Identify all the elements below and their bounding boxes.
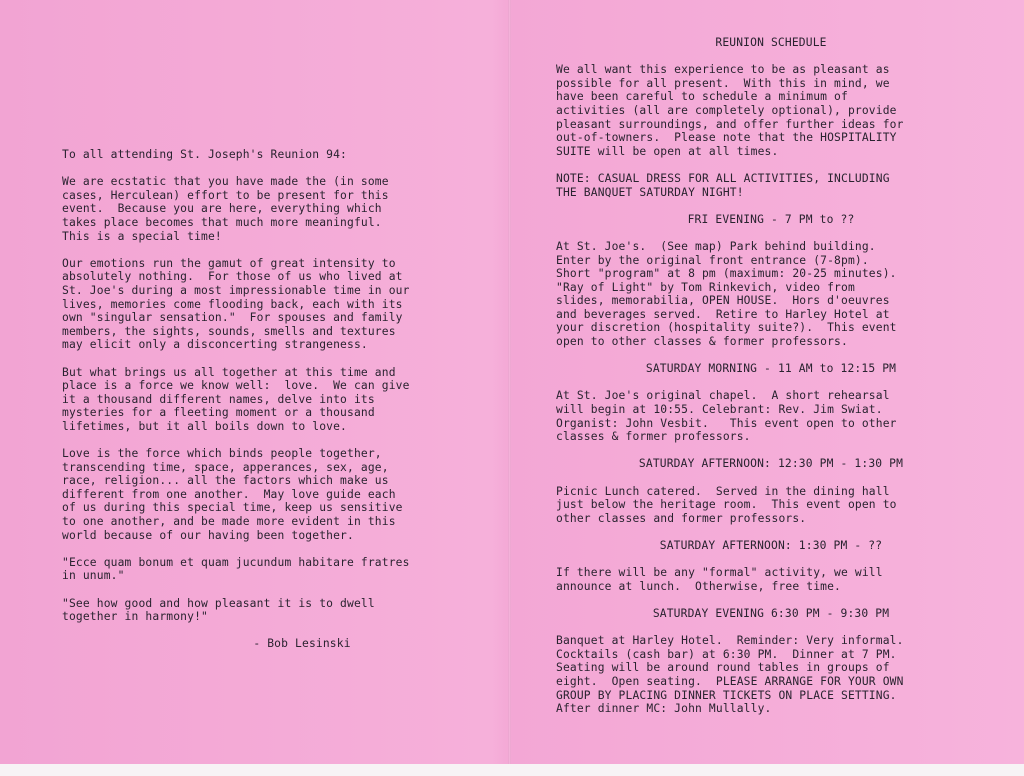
event-body: Banquet at Harley Hotel. Reminder: Very informal. Cocktails (cash bar) at 6:30 PM. Dinner at 7 PM. Seating will be around round tables in groups of eight. Open seating. PLEASE ARRANGE FOR YOUR OWN GROUP BY PLACING DINNER TICKETS ON PLACE SETTING. After dinner MC: John Mullally.: [556, 634, 904, 716]
letter-paragraph-3: But what brings us all together at this time and place is a force we know well: love. We can give it a thousand different names, delve into its mysteries for a fleeting moment or a thousand lifetimes, but it all boils down to love.: [62, 365, 410, 433]
event-heading: SATURDAY MORNING - 11 AM to 12:15 PM: [645, 362, 897, 376]
event-body: If there will be any "formal" activity, we will announce at lunch. Otherwise, free time.: [556, 566, 883, 593]
event-heading: SATURDAY AFTERNOON: 12:30 PM - 1:30 PM: [638, 457, 904, 471]
letter-paragraph-1: We are ecstatic that you have made the (in some cases, Herculean) effort to be present for this event. Because you are here, everything which takes place becomes that much more meaningful. This is a special time!: [62, 175, 389, 243]
letter-paragraph-4: Love is the force which binds people together, transcending time, space, apperances, sex, age, race, religion... all the factors which make us different from one another. May love guide each of us during this special time, keep us sensitive to one another, and be made more evident in this world because of our having been together.: [62, 447, 403, 542]
english-quote: "See how good and how pleasant it is to dwell together in harmony!": [62, 596, 375, 624]
signature: - Bob Lesinski: [253, 637, 351, 651]
event-body: At St. Joe's original chapel. A short rehearsal will begin at 10:55. Celebrant: Rev. Jim Swiat. Organist: John Vesbit. This event open to other classes & former professors.: [556, 389, 897, 444]
schedule-intro: We all want this experience to be as pleasant as possible for all present. With this in mind, we have been careful to schedule a minimum of activities (all are completely optional), provide pleasant surroundings, and offer further ideas for out-of-towners. Please note that the HOSPITALITY SUITE will be open at all times.: [556, 63, 904, 158]
reunion-schedule: [556, 36, 986, 729]
dress-note: NOTE: CASUAL DRESS FOR ALL ACTIVITIES, INCLUDING THE BANQUET SATURDAY NIGHT!: [556, 171, 890, 199]
latin-quote: "Ecce quam bonum et quam jucundum habitare fratres in unum.": [62, 555, 410, 583]
center-fold: [508, 0, 511, 776]
event-heading: SATURDAY AFTERNOON: 1:30 PM - ??: [659, 538, 883, 552]
event-heading: SATURDAY EVENING 6:30 PM - 9:30 PM: [652, 606, 890, 620]
schedule-title: REUNION SCHEDULE: [715, 36, 827, 49]
event-body: At St. Joe's. (See map) Park behind building. Enter by the original front entrance (7-8pm). Short "program" at 8 pm (maximum: 20-25 minutes). "Ray of Light" by Tom Rinkevich, video from slides, memorabilia, OPEN HOUSE. Hors d'oeuvres and beverages served. Retire to Harley Hotel at your discretion (hospitality suite?). This event open to other classes & former professors.: [556, 239, 897, 349]
event-body: Picnic Lunch catered. Served in the dining hall just below the heritage room. This event open to other classes and former professors.: [556, 484, 897, 525]
event-heading: FRI EVENING - 7 PM to ??: [687, 212, 855, 226]
welcome-letter: [62, 148, 482, 665]
letter-paragraph-2: Our emotions run the gamut of great intensity to absolutely nothing. For those of us who lived at St. Joe's during a most impressionable time in our lives, memories come flooding back, each with its own "singular sensation." For spouses and family members, the sights, sounds, smells and textures may elicit only a disconcerting strangeness.: [62, 256, 410, 352]
scan-edge: [0, 764, 1024, 776]
letter-greeting: To all attending St. Joseph's Reunion 94:: [62, 148, 348, 161]
